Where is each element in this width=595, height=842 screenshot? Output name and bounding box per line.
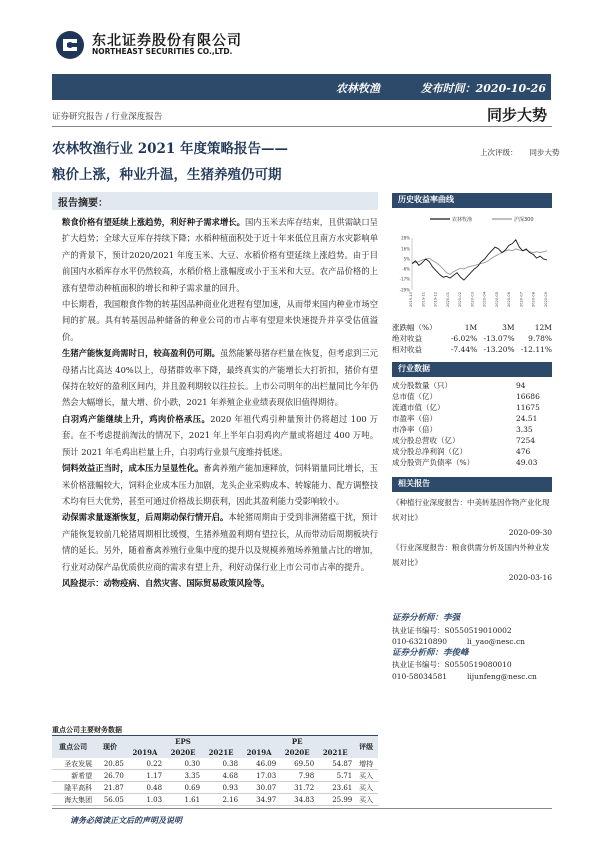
market-row: [392, 457, 552, 468]
risk-warning: 风险提示：动物疫病、自然灾害、国际贸易政策风险等。: [62, 577, 270, 588]
y-tick-label: -6%: [402, 266, 410, 272]
col-pe: PE: [240, 736, 354, 748]
summary-text: 2020 年祖代鸡引种量预计仍将超过 100 万套。在不考虑提前淘汰的情况下，2021 年上半年白羽鸡肉产量或将超过 400 万吨。预计 2021 年毛鸡出栏量上升，白羽鸡行业景气度维持低迷。: [62, 413, 378, 457]
col-year: 2019A: [126, 747, 164, 758]
financial-value: 26.70: [103, 771, 124, 780]
chart-heading: 历史收益率曲线: [398, 194, 454, 204]
analyst-contact: [392, 671, 552, 683]
x-tick-label: 2020-07: [519, 292, 524, 308]
financial-value: 34.83: [294, 795, 315, 804]
market-label: 总市值（亿）: [392, 392, 437, 401]
perf-cell: -13.20%: [483, 345, 515, 354]
performance-row: [392, 333, 552, 344]
market-heading-bar: [392, 362, 552, 377]
x-tick-label: 2020-08: [531, 292, 536, 308]
financial-value: 0.30: [184, 759, 201, 768]
reports-heading-bar: [392, 477, 552, 492]
financial-table-row: [52, 758, 378, 770]
summary-text: 中长期看，我国粮食作物的转基因品种商业化进程有望加速，从而带来国内种业市场空间的扩展。具有转基因品种储备的种业公司的市占率有望迎来快速提升并享受估值溢价。: [62, 299, 378, 342]
col-company: 重点公司: [52, 736, 94, 759]
x-tick-label: 2020-03: [470, 292, 475, 308]
analyst-cert: [392, 659, 552, 671]
y-tick-label: -29%: [399, 287, 410, 293]
related-report-title[interactable]: 《种植行业深度报告：中美转基因作物产业化现状对比》: [392, 498, 550, 522]
financial-value: 0.38: [222, 759, 239, 768]
related-report-date: 2020-03-16: [508, 573, 552, 582]
summary-text: 虽然能繁母猪存栏量在恢复，但考虑到三元母猪占比高达 40%以上，母猪群效率下降，最终真实的产能增长大打折扣，猪价有望保持在较好的盈利区间内，并且盈利期较以往拉长。上市公司明年的出栏量同比今年仍然会大幅增长，量大增、价小跌，2021 年养殖企业业绩表现依旧值得期待。: [62, 348, 378, 408]
y-tick-label: 5%: [403, 256, 410, 262]
x-tick-label: 2019-10: [409, 292, 413, 308]
col-price: 现价: [94, 736, 126, 759]
cert-number: S0550519010002: [444, 625, 512, 635]
summary-text: 国内玉米去库存结束，且供需缺口呈扩大趋势；全球大豆库存持续下降；水稻种植面积处于近十年来低位且南方水灾影响单产的背景下，预计2020/2021 年度玉米、大豆、水稻价格有望延续上涨趋势。由于目前国内水稻库存水平仍然较高，水稻价格上涨幅度或小于玉米和大豆。农产品价格的上涨有望带动种植面积的增长和种子需求量的回升。: [62, 217, 378, 293]
summary-body: [62, 214, 378, 591]
company-logo-icon: [55, 30, 85, 60]
financial-value: 5.71: [336, 771, 353, 780]
perf-cell: 9.78%: [528, 334, 552, 343]
market-value: 49.03: [515, 458, 538, 467]
financial-value: 4.68: [222, 771, 239, 780]
financial-value: 1.03: [146, 795, 163, 804]
perf-col-12m: 12M: [534, 323, 552, 332]
perf-cell: -12.11%: [520, 345, 552, 354]
summary-bold-lead: 粮食价格有望延续上涨趋势，利好种子需求增长。: [62, 217, 245, 227]
financial-value: 31.72: [294, 783, 315, 792]
previous-rating-label: 上次评级：: [480, 148, 518, 157]
sector-label: 农林牧渔: [336, 82, 380, 95]
summary-paragraph: [62, 411, 378, 460]
financial-value: 0.22: [146, 759, 163, 768]
market-row: [392, 402, 552, 413]
legend-label: 农林牧渔: [452, 217, 473, 223]
company-name: 新希望: [71, 771, 93, 780]
col-year: 2019A: [240, 747, 278, 758]
col-year: 2020E: [278, 747, 316, 758]
analyst-email[interactable]: li_yao@nesc.cn: [467, 637, 526, 646]
financial-value: 23.61: [332, 783, 353, 792]
financial-value: 3.35: [184, 771, 201, 780]
y-tick-label: -17%: [399, 276, 410, 282]
col-year: 2020E: [164, 747, 202, 758]
perf-col-3m: 3M: [502, 323, 515, 332]
related-report-title[interactable]: 《行业深度报告：粮食供需分析及国内外种业发展对比》: [392, 543, 550, 567]
analyst-info: [392, 613, 552, 682]
report-title-line2: 粮价上涨，种业升温，生猪养殖仍可期: [52, 167, 282, 183]
analyst-phone: 010-63210890: [392, 637, 448, 646]
market-row: [392, 413, 552, 424]
summary-bold-lead: 白羽鸡产能继续上升，鸡肉价格承压。: [62, 413, 211, 424]
summary-paragraph: [62, 509, 378, 575]
financial-table: [52, 735, 378, 806]
report-title-line1: 农林牧渔行业 2021 年度策略报告——: [52, 141, 288, 157]
breadcrumb: 证券研究报告 / 行业深度报告: [52, 112, 163, 122]
financial-value: 0.93: [222, 783, 239, 792]
summary-paragraph: [62, 345, 378, 411]
perf-col-label: 涨跌幅（%）: [392, 323, 437, 332]
x-tick-label: 2020-06: [507, 292, 512, 308]
cert-label: 执业证书编号：: [392, 660, 445, 669]
market-value: 7254: [515, 436, 536, 445]
header-banner-text: [52, 74, 552, 100]
analyst-email[interactable]: lijunfeng@nesc.cn: [467, 671, 537, 681]
hs300-line: [412, 249, 547, 275]
financial-value: 56.05: [103, 795, 124, 804]
perf-cell: -6.02%: [450, 334, 478, 343]
financial-value: 2.16: [222, 795, 239, 804]
analyst-cert: [392, 625, 552, 637]
y-tick-label: 16%: [401, 246, 410, 252]
company-rating: 买入: [359, 771, 374, 780]
market-row: [392, 380, 552, 391]
perf-cell: -7.44%: [450, 345, 478, 354]
financial-value: 25.99: [332, 795, 353, 804]
footer-divider: [52, 808, 552, 809]
market-row: [392, 435, 552, 446]
performance-header-row: [392, 322, 552, 333]
summary-paragraph: [62, 296, 378, 345]
analyst-name: 证券分析师：李俊峰: [392, 647, 469, 658]
market-label: 成分股总净利润（亿）: [392, 447, 467, 456]
market-row: [392, 391, 552, 402]
related-reports: [392, 495, 552, 585]
company-rating: 买入: [359, 783, 374, 792]
reports-heading: 相关报告: [398, 478, 430, 488]
legend-label: 沪深300: [514, 217, 534, 223]
perf-col-1m: 1M: [464, 323, 478, 332]
market-row: [392, 424, 552, 435]
market-row: [392, 446, 552, 457]
financial-value: 0.69: [184, 783, 201, 792]
previous-rating-value: 同步大势: [529, 148, 560, 157]
summary-heading-bar: [52, 192, 378, 210]
market-label: 市净率（倍）: [392, 425, 437, 434]
perf-cell: 绝对收益: [392, 334, 422, 343]
related-report-date: 2020-09-30: [508, 528, 552, 537]
market-value: 16686: [515, 392, 540, 401]
summary-paragraph: [62, 460, 378, 509]
market-value: 24.51: [515, 414, 538, 423]
performance-row: [392, 344, 552, 355]
market-label: 市盈率（倍）: [392, 414, 437, 423]
footer-disclaimer: 请务必阅读正文后的声明及说明: [70, 815, 182, 825]
market-data-table: [392, 380, 552, 468]
financial-value: 0.48: [146, 783, 163, 792]
financial-value: 1.61: [184, 795, 201, 804]
market-label: 成分股资产负债率（%）: [392, 458, 475, 467]
financial-value: 1.17: [146, 771, 163, 780]
financial-value: 7.98: [298, 771, 315, 780]
financial-table-header: [52, 736, 378, 748]
company-rating: 增持: [359, 759, 374, 768]
perf-cell: 相对收益: [392, 345, 422, 354]
cert-label: 执业证书编号：: [392, 625, 445, 635]
summary-bold-lead: 饲料效益正当时，成本压力呈显性化。: [62, 463, 204, 474]
cert-number: S0550519080010: [444, 660, 512, 669]
market-value: 94: [515, 381, 526, 390]
brand-name-en: NORTHEAST SECURITIES CO.,LTD.: [92, 47, 233, 56]
summary-text: 本轮猪周期由于受到非洲猪瘟干扰，预计产能恢复较前几轮猪周期相比缓慢，生猪养殖盈利期有望拉长，从而带动后周期板块行情的延长。另外，随着畜禽养殖行业集中度的提升以及规模养殖场养殖量占比的增加，行业对动保产品优质供应商的需求有望上升，利好动保行业上市公司市占率的提升。: [62, 512, 378, 572]
market-label: 流通市值（亿）: [392, 403, 445, 412]
publish-date: 发布时间：2020-10-26: [420, 82, 546, 95]
col-eps: EPS: [126, 736, 240, 748]
x-tick-label: 2019-12: [433, 292, 438, 308]
industry-rating: 同步大势: [487, 106, 548, 124]
financial-value: 46.09: [256, 759, 277, 768]
summary-heading: 报告摘要：: [58, 198, 108, 209]
company-rating: 买入: [359, 795, 374, 804]
col-year: 2021E: [202, 747, 240, 758]
brand-name-cn: 东北证券股份有限公司: [92, 33, 242, 49]
financial-value: 69.50: [294, 759, 315, 768]
summary-bold-lead: 动保需求量逐渐恢复，后周期动保行情开启。: [62, 512, 229, 523]
x-tick-label: 2020-09: [544, 292, 548, 308]
market-label: 成分股总营收（亿）: [392, 436, 460, 445]
summary-paragraph: [62, 575, 378, 591]
financial-value: 34.97: [256, 795, 277, 804]
analyst-contact: [392, 636, 552, 648]
financial-value: 20.85: [103, 759, 124, 768]
col-year: 2021E: [316, 747, 354, 758]
x-tick-label: 2020-04: [482, 292, 487, 308]
perf-cell: -13.07%: [483, 334, 515, 343]
market-value: 11675: [515, 403, 540, 412]
company-name: 海大集团: [64, 795, 93, 804]
financial-table-title: 重点公司主要财务数据: [52, 725, 122, 734]
x-tick-label: 2020-05: [494, 292, 499, 308]
company-name: 隆平高科: [64, 783, 93, 792]
history-return-chart: [392, 210, 552, 310]
summary-paragraph: [62, 214, 378, 296]
chart-heading-bar: [392, 193, 552, 208]
summary-bold-lead: 生猪产能恢复尚需时日，较高盈利仍可期。: [62, 348, 220, 359]
header-divider: [52, 126, 552, 127]
market-heading: 行业数据: [398, 363, 430, 373]
market-value: 3.35: [515, 425, 533, 434]
summary-text: 畜禽养殖产能加速释放，饲料销量同比增长，玉米价格涨幅较大，饲料企业成本压力加剧，龙头企业采购成本、转嫁能力、配方调整技术均有巨大优势，甚至可通过价格战长期获利，因此其盈利能力受影响较小。: [62, 463, 378, 506]
market-value: 476: [515, 447, 531, 456]
financial-value: 17.03: [256, 771, 277, 780]
performance-table: [392, 322, 552, 355]
financial-table-row: [52, 794, 378, 806]
financial-value: 30.07: [256, 783, 277, 792]
x-tick-label: 2020-01: [445, 292, 450, 308]
financial-value: 54.87: [332, 759, 353, 768]
analyst-name: 证券分析师：李强: [392, 613, 461, 623]
y-tick-label: 28%: [401, 235, 410, 241]
financial-table-row: [52, 782, 378, 794]
x-tick-label: 2020-02: [458, 292, 463, 308]
col-rating: 评级: [354, 736, 378, 759]
x-tick-label: 2019-11: [421, 292, 426, 308]
market-label: 成分股数量（只）: [392, 381, 452, 390]
company-name: 圣农发展: [64, 759, 93, 768]
previous-rating: [480, 147, 560, 158]
financial-table-row: [52, 770, 378, 782]
analyst-phone: 010-58034581: [392, 671, 448, 681]
financial-value: 21.87: [103, 783, 124, 792]
